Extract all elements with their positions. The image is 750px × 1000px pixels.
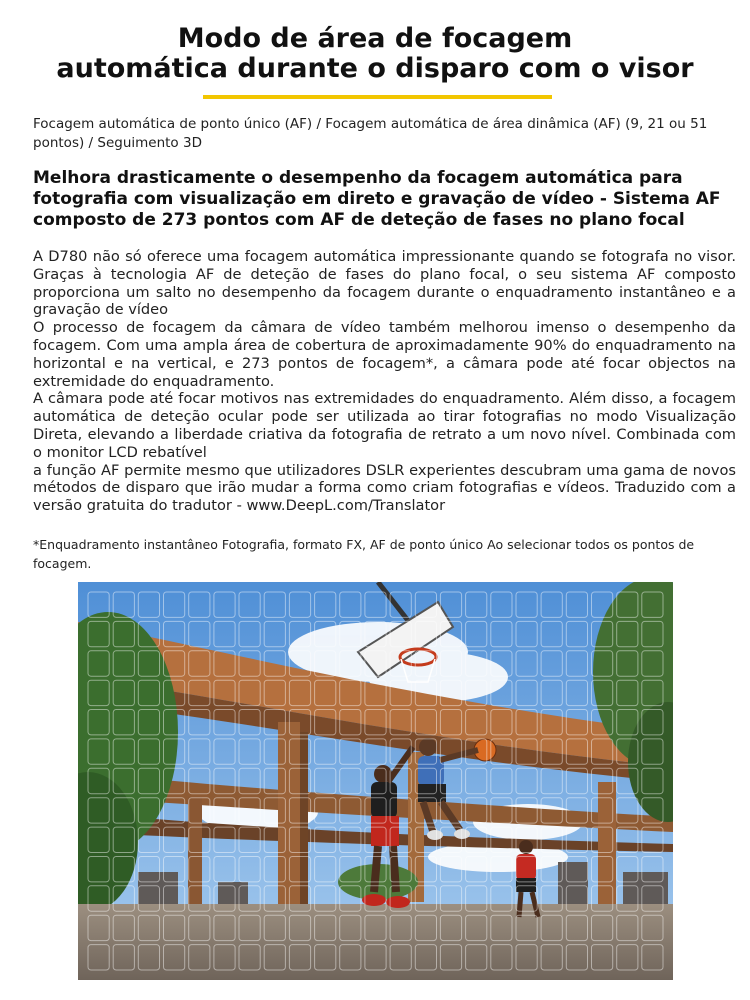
body-paragraph-4: a função AF permite mesmo que utilizadores DSLR experientes descubram uma gama de novos métodos de disparo que irão mudar a forma como criam fotografias e vídeos. Traduzido com a versão gratuita do tradutor - www.DeepL.com/Translator — [33, 461, 736, 515]
body-paragraph-2: O processo de focagem da câmara de vídeo também melhorou imenso o desempenho da focagem. Com uma ampla área de cobertura de aproximadamente 90% do enquadramento na horizontal e na vertical, e 273 pontos de focagem*, a câmara pode até focar objectos na extremidade do enquadramento. — [33, 319, 736, 390]
page-title — [0, 24, 750, 84]
photo-illustration — [78, 582, 673, 980]
title-line-2: automática durante o disparo com o visor — [56, 53, 694, 84]
section-headline: Melhora drasticamente o desempenho da focagem automática para fotografia com visualização em direto e gravação de vídeo - Sistema AF composto de 273 pontos com AF de deteção de fases no plano focal — [33, 168, 721, 230]
body-paragraph-1: A D780 não só oferece uma focagem automática impressionante quando se fotografa no visor. Graças à tecnologia AF de deteção de fases do plano focal, o seu sistema AF composto proporciona um salto no desempenho da focagem durante o enquadramento instantâneo e a gravação de vídeo — [33, 248, 736, 319]
body-text — [33, 248, 736, 515]
af-modes-subtitle: Focagem automática de ponto único (AF) / Focagem automática de área dinâmica (AF) (9, 21 ou 51 pontos) / Seguimento 3D — [33, 116, 708, 151]
title-underline — [203, 95, 552, 99]
footnote: *Enquadramento instantâneo Fotografia, formato FX, AF de ponto único Ao selecionar todos os pontos de focagem. — [33, 537, 695, 571]
basketball-photo — [78, 582, 673, 980]
body-paragraph-3: A câmara pode até focar motivos nas extremidades do enquadramento. Além disso, a focagem automática de deteção ocular pode ser utilizada ao tirar fotografias no modo Visualização Direta, elevando a liberdade criativa da fotografia de retrato a um novo nível. Combinada com o monitor LCD rebatível — [33, 390, 736, 461]
title-line-1: Modo de área de focagem — [177, 23, 573, 54]
